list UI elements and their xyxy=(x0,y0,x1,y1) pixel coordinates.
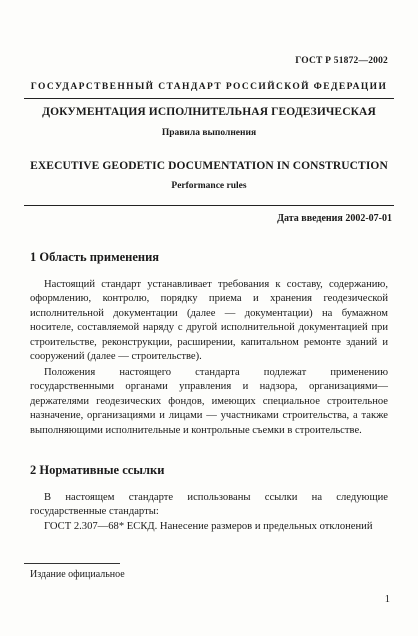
subtitle-ru: Правила выполнения xyxy=(161,128,257,138)
effective-date: Дата введения 2002-07-01 xyxy=(277,213,392,224)
paragraph-references-1: В настоящем стандарте использованы ссылки на следующие государственные стандарты: xyxy=(30,492,388,518)
gost-number: ГОСТ Р 51872—2002 xyxy=(295,56,388,66)
paragraph-scope-1: Настоящий стандарт устанавливает требования к составу, содержанию, оформлению, контролю, порядку приема и хранения геодезической исполнительной документации (далее — документации) на бумажном носителе, составляемой наряду с другой исполнительной документацией при строительстве, реконструкции, расширении, капитальном ремонте зданий и сооружений (далее — строительстве). xyxy=(30,279,388,363)
page-number: 1 xyxy=(384,594,390,605)
subtitle-en: Performance rules xyxy=(171,181,247,191)
edition-label: Издание официальное xyxy=(30,569,125,580)
title-en: EXECUTIVE GEODETIC DOCUMENTATION IN CONSTRUCTION xyxy=(30,160,388,172)
header-rule xyxy=(24,98,394,99)
paragraph-references-2: ГОСТ 2.307—68* ЕСКД. Нанесение размеров и предельных отклонений xyxy=(44,521,373,532)
footer-rule xyxy=(24,563,120,564)
title-rule xyxy=(24,205,394,206)
section-heading-references: 2 Нормативные ссылки xyxy=(30,463,165,477)
section-heading-scope: 1 Область применения xyxy=(30,250,160,264)
title-ru: ДОКУМЕНТАЦИЯ ИСПОЛНИТЕЛЬНАЯ ГЕОДЕЗИЧЕСКАЯ xyxy=(42,106,376,118)
paragraph-scope-2: Положения настоящего стандарта подлежат применению государственными органами управления и надзора, организациями—держателями геодезических фондов, имеющих специальное строительное назначение, организациями и лицами — участниками строительства, а также выполняющими исполнительные и контрольные съемки в строительстве. xyxy=(30,367,388,436)
state-standard-heading: ГОСУДАРСТВЕННЫЙ СТАНДАРТ РОССИЙСКОЙ ФЕДЕРАЦИИ xyxy=(30,82,388,92)
